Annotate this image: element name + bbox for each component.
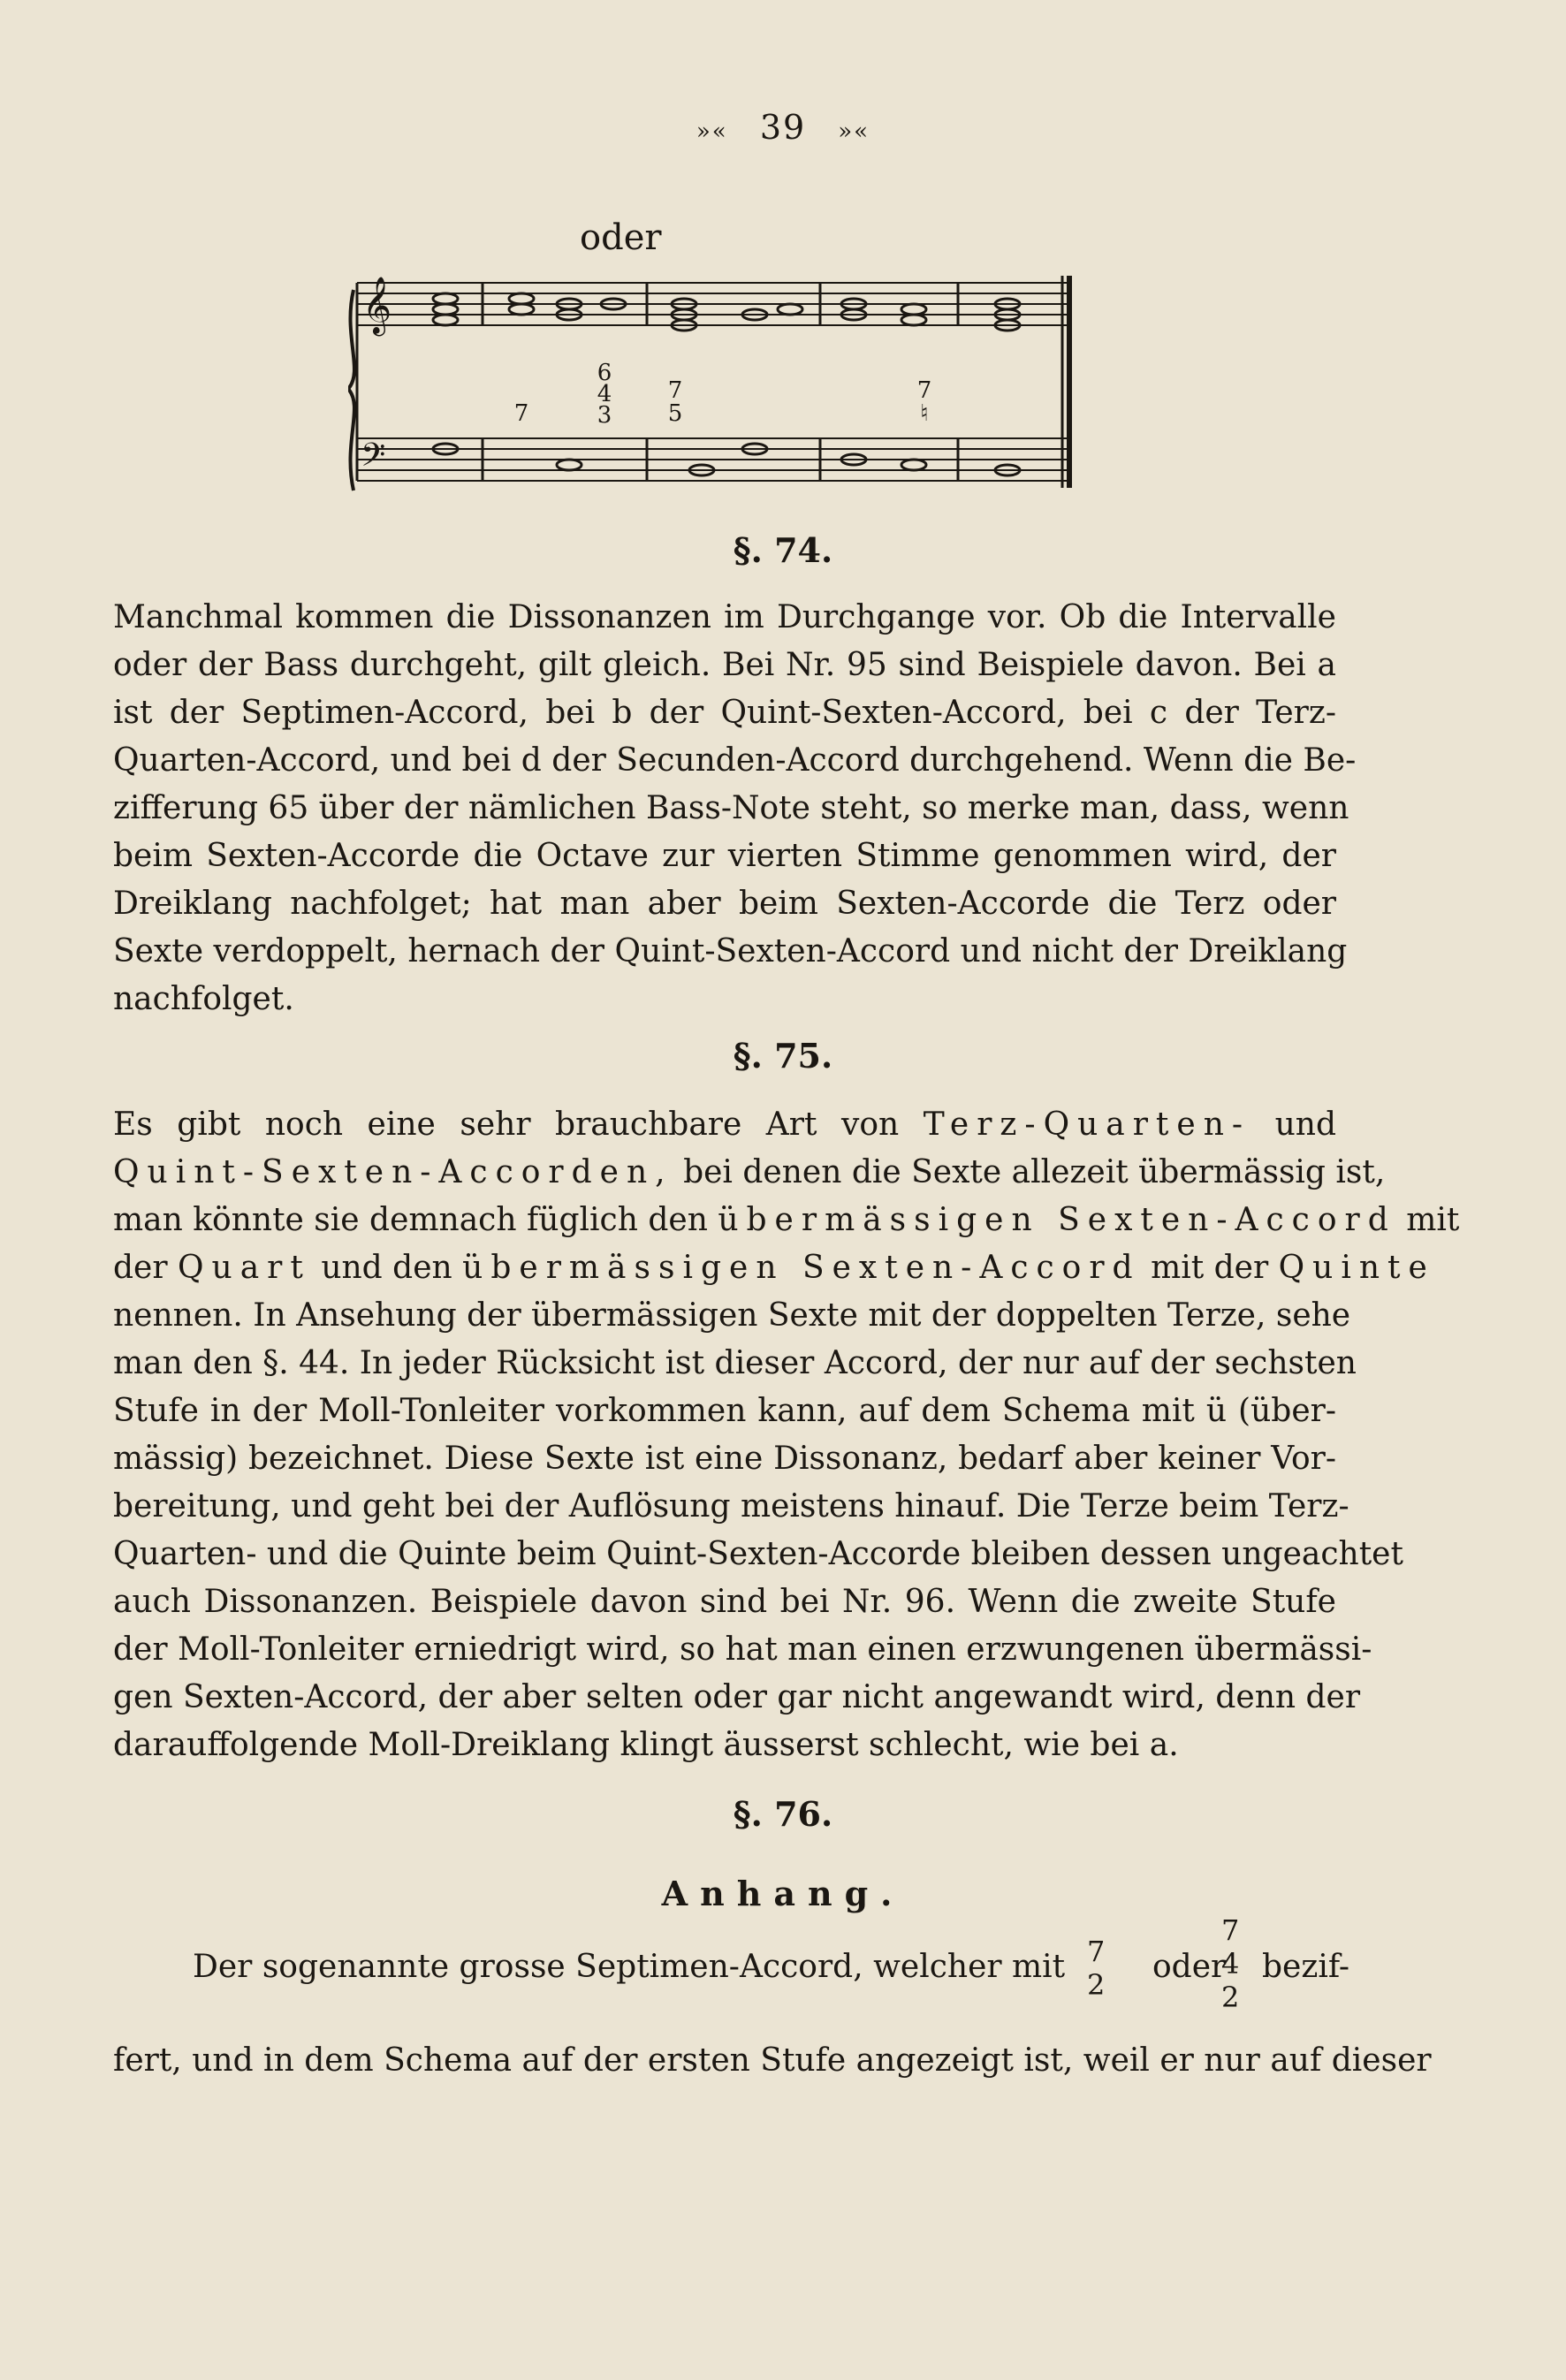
s75-line [113,1197,1460,1244]
s75-line3-c: mit [1406,1202,1460,1238]
s74-line: oder der Bass durchgeht, gilt gleich. Bei Nr. 95 sind Beispiele davon. Bei a [113,647,1336,683]
s74-line: nachfolget. [113,981,294,1017]
s74-line: ist der Septimen-Accord, bei b der Quint-Sexten-Accord, bei c der Terz- [113,695,1336,731]
s76-line1-a: Der sogenannte grosse Septimen-Accord, welcher mit [193,1949,1066,1985]
s75-line: bereitung, und geht bei der Auflösung meistens hinauf. Die Terze beim Terz- [113,1488,1349,1525]
s75-line3-a: man könnte sie demnach füglich den [113,1202,708,1238]
s75-line4-f: Quinte [1278,1250,1435,1286]
s75-line4-c: und den [321,1250,452,1286]
treble-clef: 𝄞 [362,277,392,334]
treble-staff [357,283,1069,325]
section-75-text [113,1101,1460,1769]
s74-line: Dreiklang nachfolget; hat man aber beim Sexten-Accorde die Terz oder [113,886,1336,922]
s75-line [113,1244,1435,1292]
s75-line4-a: der [113,1250,168,1286]
s75-line [113,1149,1386,1197]
ornament-left: »« [696,118,728,145]
figure-7-2 [1087,1935,1105,2002]
figure-col4-bot: ♮ [920,400,929,427]
figure-7-2-top: 7 [1087,1935,1106,1968]
s75-line1-a: Es gibt noch eine sehr brauchbare Art von [113,1106,900,1143]
s75-line: nennen. In Ansehung der übermässigen Sexte mit der doppelten Terze, sehe [113,1297,1351,1334]
s75-line: man den §. 44. In jeder Rücksicht ist dieser Accord, der nur auf der sechsten [113,1345,1357,1381]
s74-line: beim Sexten-Accorde die Octave zur vierten Stimme genommen wird, der [113,838,1336,874]
section-76-subheading: Anhang. [661,1874,905,1913]
s76-line2: fert, und in dem Schema auf der ersten Stufe angezeigt ist, weil er nur auf dieser [113,2042,1432,2079]
figure-col1: 7 [513,400,529,427]
s75-line2-a: Quint-Sexten-Accorden, [113,1154,673,1190]
section-76-text [113,1913,1432,2085]
s75-line3-b: übermässigen Sexten-Accord [718,1202,1396,1238]
system-brace [348,290,354,490]
s75-line: der Moll-Tonleiter erniedrigt wird, so hat man einen erzwungenen übermässi- [113,1631,1372,1668]
s76-line1-b: oder [1152,1949,1227,1985]
s75-line: gen Sexten-Accord, der aber selten oder gar nicht angewandt wird, denn der [113,1679,1361,1715]
s75-line [113,1101,1336,1149]
s74-line: zifferung 65 über der nämlichen Bass-Note steht, so merke man, dass, wenn [113,790,1349,826]
section-74-heading: §. 74. [733,530,833,570]
music-example [348,265,1082,504]
figure-7-4-2 [1221,1913,1239,2014]
s75-line: Quarten- und die Quinte beim Quint-Sexten-Accorde bleiben dessen ungeachtet [113,1536,1403,1572]
s75-line1-c: und [1274,1106,1336,1143]
s75-line2-b: bei denen die Sexte allezeit übermässig ist, [683,1154,1386,1190]
page-header [0,108,1566,147]
section-74-text [113,594,1357,1023]
page-number: 39 [759,108,807,147]
s74-line: Manchmal kommen die Dissonanzen im Durchgange vor. Ob die Intervalle [113,599,1336,635]
figure-col4-top: 7 [916,377,932,404]
figure-col2-mid: 4 [597,381,612,407]
section-75-heading: §. 75. [733,1036,833,1076]
bass-clef: 𝄢 [361,437,386,482]
figure-col3-bot: 5 [667,400,683,427]
figure-7-4-2-bot: 2 [1221,1981,1240,2014]
s76-line1-c: bezif- [1262,1949,1350,1985]
s75-line: Stufe in der Moll-Tonleiter vorkommen kann, auf dem Schema mit ü (über- [113,1393,1336,1429]
s75-line4-d: übermässigen Sexten-Accord [462,1250,1141,1286]
music-intro: oder [580,217,662,258]
ornament-right: »« [838,118,870,145]
bass-staff [357,438,1069,481]
s75-line4-b: Quart [178,1250,311,1286]
figure-7-4-2-top: 7 [1221,1913,1240,1947]
s75-line: mässig) bezeichnet. Diese Sexte ist eine Dissonanz, bedarf aber keiner Vor- [113,1441,1336,1477]
figure-col2-bot: 3 [597,402,612,429]
s74-line: Sexte verdoppelt, hernach der Quint-Sexten-Accord und nicht der Dreiklang [113,933,1348,969]
section-76-heading: §. 76. [733,1794,833,1834]
figure-col2-top: 6 [597,360,612,386]
s75-line4-e: mit der [1151,1250,1269,1286]
s74-line: Quarten-Accord, und bei d der Secunden-Accord durchgehend. Wenn die Be- [113,742,1357,779]
s75-line: darauffolgende Moll-Dreiklang klingt äusserst schlecht, wie bei a. [113,1727,1179,1763]
figure-col3-top: 7 [667,377,683,404]
s76-line1 [113,1913,1350,2016]
barlines [357,276,1069,488]
s75-line1-b: Terz-Quarten- [923,1106,1251,1143]
s75-line: auch Dissonanzen. Beispiele davon sind bei Nr. 96. Wenn die zweite Stufe [113,1584,1336,1620]
figure-7-2-bot: 2 [1087,1968,1106,2002]
figure-7-4-2-mid: 4 [1221,1947,1240,1981]
